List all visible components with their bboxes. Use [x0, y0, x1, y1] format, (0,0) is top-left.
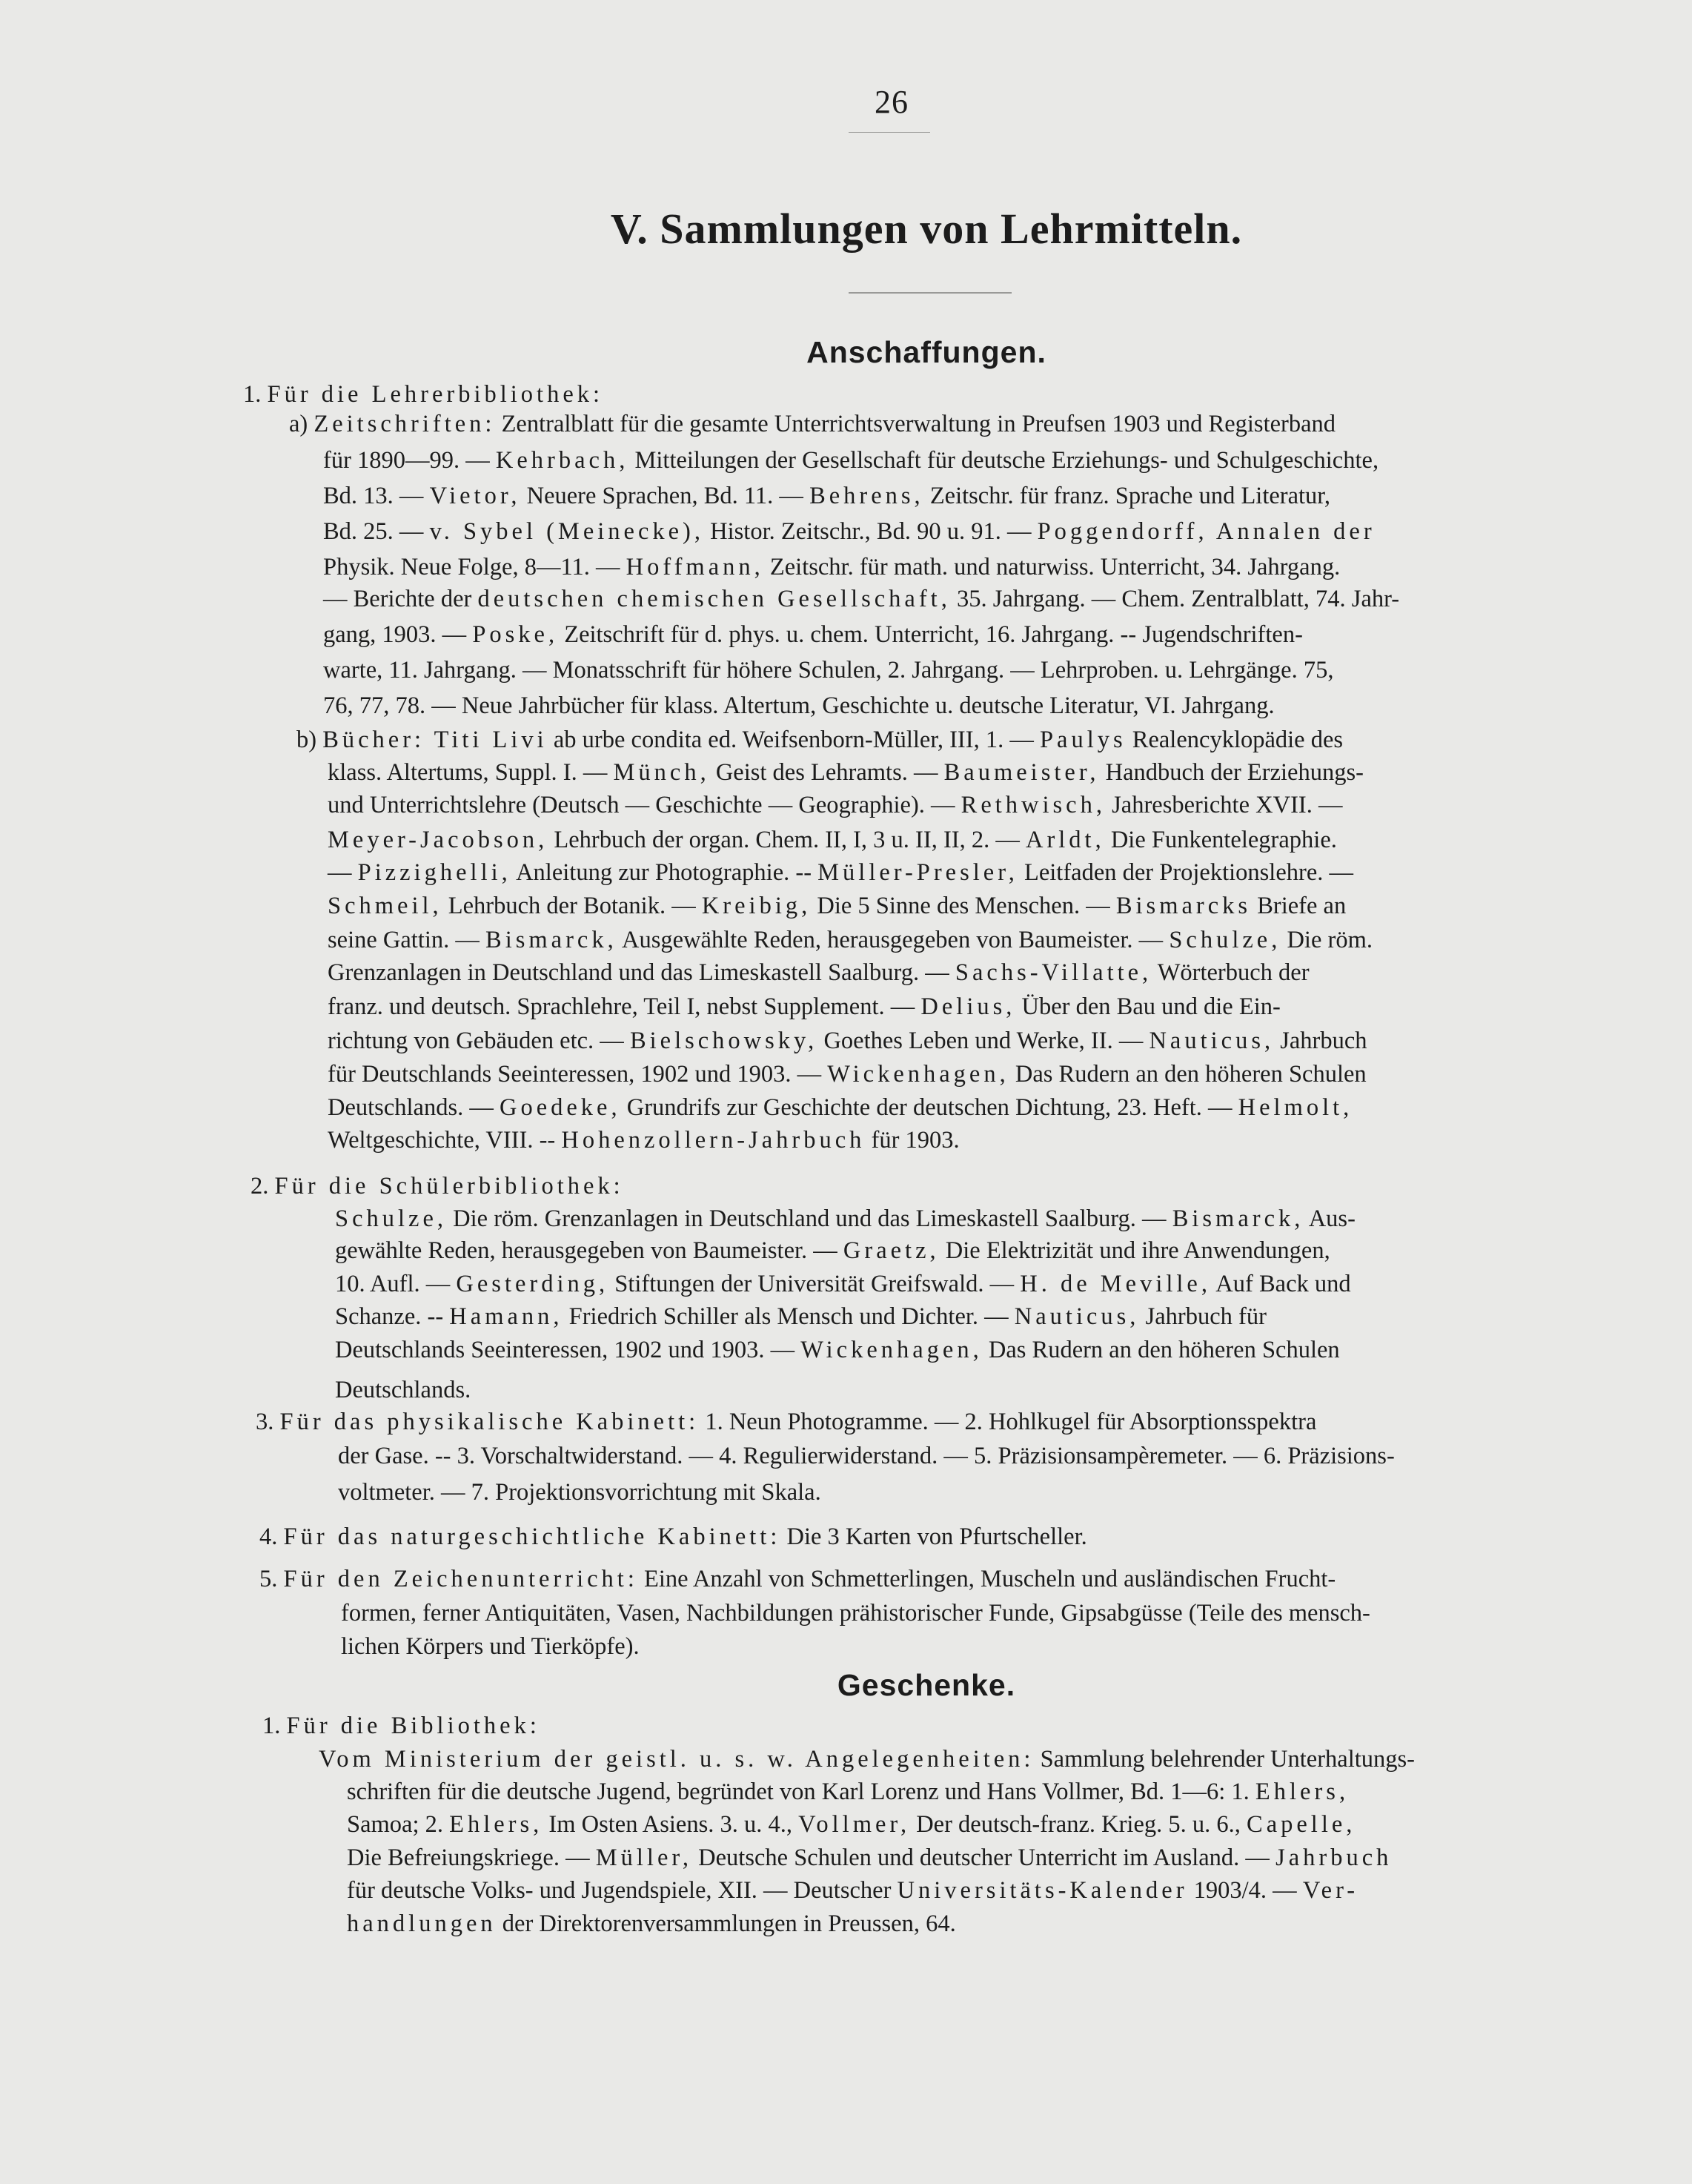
- text-run: 1.: [243, 381, 268, 408]
- text-run: Im Osten Asiens. 3. u. 4.,: [543, 1811, 799, 1838]
- text-run: Neuere Sprachen, Bd. 11. —: [520, 483, 810, 509]
- spaced-name: Kehrbach,: [495, 447, 629, 474]
- text-run: Grenzanlagen in Deutschland und das Limeskastell Saalburg. —: [328, 959, 955, 986]
- text-run: Die röm. Grenzanlagen in Deutschland und das Limeskastell Saalburg. —: [447, 1205, 1172, 1232]
- text-run: gang, 1903. —: [323, 621, 473, 648]
- text-run: Deutschlands.: [335, 1377, 471, 1403]
- text-line: [335, 1269, 1351, 1299]
- text-line: [328, 758, 1364, 787]
- spaced-name: Schulze,: [335, 1205, 448, 1232]
- text-line: [335, 1335, 1340, 1365]
- text-line: [338, 1477, 821, 1507]
- text-run: Lehrbuch der Botanik. —: [442, 893, 702, 919]
- spaced-name: Bücher: Titi Livi: [322, 727, 548, 753]
- text-line: [328, 925, 1373, 955]
- text-run: Anleitung zur Photographie. --: [511, 859, 818, 886]
- spaced-name: Hoffmann,: [626, 554, 764, 580]
- spaced-name: Für den Zeichenunterricht:: [283, 1566, 638, 1592]
- text-run: und Unterrichtslehre (Deutsch — Geschichte — Geographie). —: [328, 792, 961, 818]
- spaced-name: Ehlers,: [1255, 1778, 1350, 1805]
- text-run: für 1890—99. —: [323, 447, 496, 474]
- text-line: [335, 1375, 471, 1405]
- spaced-name: Sachs-Villatte,: [955, 959, 1152, 986]
- spaced-name: Kreibig,: [701, 893, 812, 919]
- text-run: Briefe an: [1251, 893, 1347, 919]
- text-run: Ausgewählte Reden, herausgegeben von Baumeister. —: [617, 927, 1170, 953]
- text-run: Sammlung belehrender Unterhaltungs-: [1034, 1746, 1416, 1773]
- text-line: [347, 1876, 1358, 1905]
- text-line: [323, 620, 1303, 649]
- text-run: Handbuch der Erziehungs-: [1099, 759, 1364, 786]
- page-title: V. Sammlungen von Lehrmitteln.: [610, 205, 1243, 253]
- text-run: Stiftungen der Universität Greifswald. —: [608, 1271, 1021, 1297]
- text-run: Jahrbuch: [1274, 1028, 1367, 1054]
- spaced-name: Vietor,: [429, 483, 521, 509]
- text-line: [323, 517, 1376, 546]
- spaced-name: Arldt,: [1025, 827, 1105, 853]
- spaced-name: Baumeister,: [943, 759, 1100, 786]
- text-line: [328, 992, 1281, 1022]
- spaced-name: Schulze,: [1169, 927, 1281, 953]
- text-run: 4.: [259, 1523, 284, 1550]
- text-run: Lehrbuch der organ. Chem. II, I, 3 u. II, II, 2. —: [548, 827, 1026, 853]
- text-line: [347, 1777, 1349, 1807]
- text-run: Jahrbuch für: [1139, 1303, 1267, 1330]
- spaced-name: Bismarck,: [1172, 1205, 1304, 1232]
- text-run: lichen Körpers und Tierköpfe).: [341, 1633, 640, 1660]
- text-run: Der deutsch-franz. Krieg. 5. u. 6.,: [910, 1811, 1247, 1838]
- text-line: [256, 1407, 1316, 1437]
- spaced-name: Hamann,: [449, 1303, 563, 1330]
- text-run: Über den Bau und die Ein-: [1015, 993, 1281, 1020]
- spaced-name: Nauticus,: [1149, 1028, 1275, 1054]
- text-run: für 1903.: [865, 1127, 960, 1154]
- spaced-name: Paulys: [1039, 727, 1127, 753]
- text-line: [328, 1093, 1353, 1122]
- text-line: [259, 1522, 1087, 1552]
- text-run: richtung von Gebäuden etc. —: [328, 1028, 630, 1054]
- text-run: formen, ferner Antiquitäten, Vasen, Nachbildungen prähistorischer Funde, Gipsabgüsse (Teile des mensch-: [341, 1600, 1370, 1627]
- text-line: [319, 1744, 1415, 1774]
- text-run: Histor. Zeitschr., Bd. 90 u. 91. —: [704, 518, 1038, 545]
- text-line: [323, 552, 1340, 582]
- spaced-name: Zeitschriften:: [313, 411, 496, 437]
- title-rule: [849, 292, 1012, 294]
- text-run: — Berichte der: [323, 586, 478, 612]
- spaced-name: Ehlers,: [449, 1811, 543, 1838]
- spaced-name: Gesterding,: [456, 1271, 609, 1297]
- spaced-name: Poske,: [472, 621, 559, 648]
- header-rule: [849, 132, 930, 133]
- spaced-name: Rethwisch,: [961, 792, 1106, 818]
- text-run: Bd. 13. —: [323, 483, 430, 509]
- text-run: Die röm.: [1281, 927, 1373, 953]
- text-line: [323, 655, 1333, 685]
- text-line: [335, 1302, 1267, 1331]
- text-run: Die Elektrizität und ihre Anwendungen,: [939, 1237, 1330, 1264]
- spaced-name: Helmolt,: [1238, 1094, 1353, 1121]
- text-run: Die Befreiungskriege. —: [347, 1844, 596, 1871]
- spaced-name: Delius,: [920, 993, 1016, 1020]
- text-line: [338, 1441, 1395, 1471]
- text-run: klass. Altertums, Suppl. I. —: [328, 759, 614, 786]
- text-run: 1.: [262, 1713, 287, 1739]
- text-run: Das Rudern an den höheren Schulen: [1009, 1061, 1367, 1088]
- text-run: Deutschlands. —: [328, 1094, 500, 1121]
- text-line: [251, 1171, 624, 1201]
- text-run: Realencyklopädie des: [1126, 727, 1344, 753]
- text-line: [328, 958, 1310, 987]
- text-line: [259, 1564, 1336, 1594]
- text-line: [262, 1711, 540, 1741]
- text-line: [328, 1125, 960, 1155]
- text-run: Zeitschr. für franz. Sprache und Literatur,: [923, 483, 1330, 509]
- spaced-name: Ver-: [1302, 1877, 1359, 1904]
- text-run: —: [328, 859, 358, 886]
- spaced-name: Vollmer,: [798, 1811, 911, 1838]
- text-line: [323, 446, 1379, 475]
- spaced-name: Nauticus,: [1014, 1303, 1140, 1330]
- text-run: 2.: [251, 1173, 275, 1199]
- spaced-name: Goedeke,: [499, 1094, 621, 1121]
- text-run: 5.: [259, 1566, 284, 1592]
- text-line: [328, 858, 1353, 887]
- text-run: 3.: [256, 1409, 280, 1435]
- text-run: Aus-: [1304, 1205, 1356, 1232]
- text-line: [323, 481, 1330, 511]
- text-run: Deutsche Schulen und deutscher Unterricht im Ausland. —: [692, 1844, 1276, 1871]
- text-run: Deutschlands Seeinteressen, 1902 und 1903. —: [335, 1337, 801, 1363]
- text-run: Geist des Lehramts. —: [709, 759, 944, 786]
- text-line: [341, 1598, 1370, 1628]
- spaced-name: Pizzighelli,: [357, 859, 511, 886]
- text-line: [323, 584, 1399, 614]
- text-run: a): [289, 411, 314, 437]
- text-run: Die Funkentelegraphie.: [1104, 827, 1337, 853]
- text-run: Leitfaden der Projektionslehre. —: [1018, 859, 1354, 886]
- text-run: warte, 11. Jahrgang. — Monatsschrift für höhere Schulen, 2. Jahrgang. — Lehrproben. u. Lehrgänge. 75,: [323, 657, 1334, 684]
- text-run: 1. Neun Photogramme. — 2. Hohlkugel für Absorptionsspektra: [699, 1409, 1317, 1435]
- text-run: voltmeter. — 7. Projektionsvorrichtung mit Skala.: [338, 1479, 821, 1506]
- text-line: [335, 1204, 1356, 1234]
- text-run: Die 5 Sinne des Menschen. —: [811, 893, 1116, 919]
- spaced-name: v. Sybel (Meinecke),: [429, 518, 705, 545]
- text-run: der Gase. -- 3. Vorschaltwiderstand. — 4. Regulierwiderstand. — 5. Präzisionsampèremeter. — 6. Präzisions-: [338, 1443, 1395, 1469]
- text-run: Eine Anzahl von Schmetterlingen, Muscheln und ausländischen Frucht-: [637, 1566, 1336, 1592]
- spaced-name: Vom Ministerium der geistl. u. s. w. Angelegenheiten:: [319, 1746, 1035, 1773]
- text-run: 35. Jahrgang. — Chem. Zentralblatt, 74. Jahr-: [950, 586, 1400, 612]
- spaced-name: Für das physikalische Kabinett:: [279, 1409, 700, 1435]
- spaced-name: Für die Bibliothek:: [286, 1713, 540, 1739]
- text-line: [296, 725, 1343, 755]
- spaced-name: Wickenhagen,: [827, 1061, 1009, 1088]
- text-line: [347, 1843, 1392, 1873]
- text-line: [347, 1909, 956, 1939]
- text-run: Die 3 Karten von Pfurtscheller.: [780, 1523, 1087, 1550]
- spaced-name: Müller,: [595, 1844, 693, 1871]
- text-run: 1903/4. —: [1187, 1877, 1303, 1904]
- text-line: [328, 1026, 1367, 1056]
- page-number: 26: [875, 84, 909, 120]
- spaced-name: Für die Schülerbibliothek:: [274, 1173, 624, 1199]
- text-run: franz. und deutsch. Sprachlehre, Teil I, nebst Supplement. —: [328, 993, 921, 1020]
- text-line: [335, 1236, 1330, 1265]
- text-run: b): [296, 727, 323, 753]
- text-line: [328, 790, 1342, 820]
- text-run: Schanze. --: [335, 1303, 450, 1330]
- text-run: Auf Back und: [1210, 1271, 1351, 1297]
- spaced-name: Bielschowsky,: [629, 1028, 818, 1054]
- spaced-name: Hohenzollern-Jahrbuch: [561, 1127, 866, 1154]
- spaced-name: deutschen chemischen Gesellschaft,: [477, 586, 951, 612]
- spaced-name: Meyer-Jacobson,: [328, 827, 548, 853]
- text-run: Zeitschrift für d. phys. u. chem. Unterricht, 16. Jahrgang. -- Jugendschriften-: [558, 621, 1303, 648]
- text-run: Wörterbuch der: [1152, 959, 1310, 986]
- text-line: [323, 691, 1275, 721]
- text-run: seine Gattin. —: [328, 927, 486, 953]
- text-run: Bd. 25. —: [323, 518, 430, 545]
- spaced-name: Bismarck,: [485, 927, 617, 953]
- text-run: Samoa; 2.: [347, 1811, 450, 1838]
- text-run: für Deutschlands Seeinteressen, 1902 und 1903. —: [328, 1061, 828, 1088]
- text-run: Jahresberichte XVII. —: [1106, 792, 1343, 818]
- text-line: [341, 1632, 640, 1661]
- spaced-name: Bismarcks: [1115, 893, 1252, 919]
- text-run: Grundrifs zur Geschichte der deutschen Dichtung, 23. Heft. —: [620, 1094, 1238, 1121]
- text-run: schriften für die deutsche Jugend, begründet von Karl Lorenz und Hans Vollmer, Bd. 1—6: 1.: [347, 1778, 1255, 1805]
- spaced-name: H. de Meville,: [1020, 1271, 1211, 1297]
- text-run: Friedrich Schiller als Mensch und Dichter. —: [563, 1303, 1015, 1330]
- text-run: für deutsche Volks- und Jugendspiele, XII. — Deutscher: [347, 1877, 898, 1904]
- spaced-name: Capelle,: [1247, 1811, 1356, 1838]
- text-line: [347, 1810, 1356, 1839]
- spaced-name: Schmeil,: [328, 893, 442, 919]
- text-run: Weltgeschichte, VIII. --: [328, 1127, 562, 1154]
- text-line: [243, 380, 603, 409]
- spaced-name: Wickenhagen,: [800, 1337, 983, 1363]
- text-line: [328, 1059, 1367, 1089]
- text-run: Goethes Leben und Werke, II. —: [817, 1028, 1149, 1054]
- text-run: Mitteilungen der Gesellschaft für deutsche Erziehungs- und Schulgeschichte,: [628, 447, 1379, 474]
- spaced-name: Müller-Presler,: [817, 859, 1018, 886]
- spaced-name: Poggendorff, Annalen der: [1037, 518, 1376, 545]
- spaced-name: Für die Lehrerbibliothek:: [267, 381, 604, 408]
- text-run: Zentralblatt für die gesamte Unterrichtsverwaltung in Preufsen 1903 und Registerband: [495, 411, 1336, 437]
- spaced-name: Graetz,: [843, 1237, 940, 1264]
- text-run: ab urbe condita ed. Weifsenborn-Müller, III, 1. —: [547, 727, 1040, 753]
- spaced-name: Für das naturgeschichtliche Kabinett:: [283, 1523, 781, 1550]
- text-line: [289, 409, 1336, 439]
- text-run: Physik. Neue Folge, 8—11. —: [323, 554, 626, 580]
- text-run: der Direktorenversammlungen in Preussen, 64.: [496, 1910, 956, 1937]
- text-line: [328, 825, 1337, 855]
- text-run: gewählte Reden, herausgegeben von Baumeister. —: [335, 1237, 843, 1264]
- text-run: Zeitschr. für math. und naturwiss. Unterricht, 34. Jahrgang.: [763, 554, 1341, 580]
- heading-anschaffungen: Anschaffungen.: [806, 335, 1046, 369]
- spaced-name: Universitäts-Kalender: [897, 1877, 1188, 1904]
- spaced-name: Jahrbuch: [1275, 1844, 1393, 1871]
- heading-geschenke: Geschenke.: [837, 1668, 1016, 1702]
- text-run: 10. Aufl. —: [335, 1271, 457, 1297]
- spaced-name: handlungen: [347, 1910, 497, 1937]
- spaced-name: Münch,: [613, 759, 710, 786]
- text-line: [328, 891, 1346, 921]
- text-run: 76, 77, 78. — Neue Jahrbücher für klass. Altertum, Geschichte u. deutsche Literatur, VI. Jahrgang.: [323, 692, 1275, 719]
- spaced-name: Behrens,: [809, 483, 924, 509]
- text-run: Das Rudern an den höheren Schulen: [982, 1337, 1340, 1363]
